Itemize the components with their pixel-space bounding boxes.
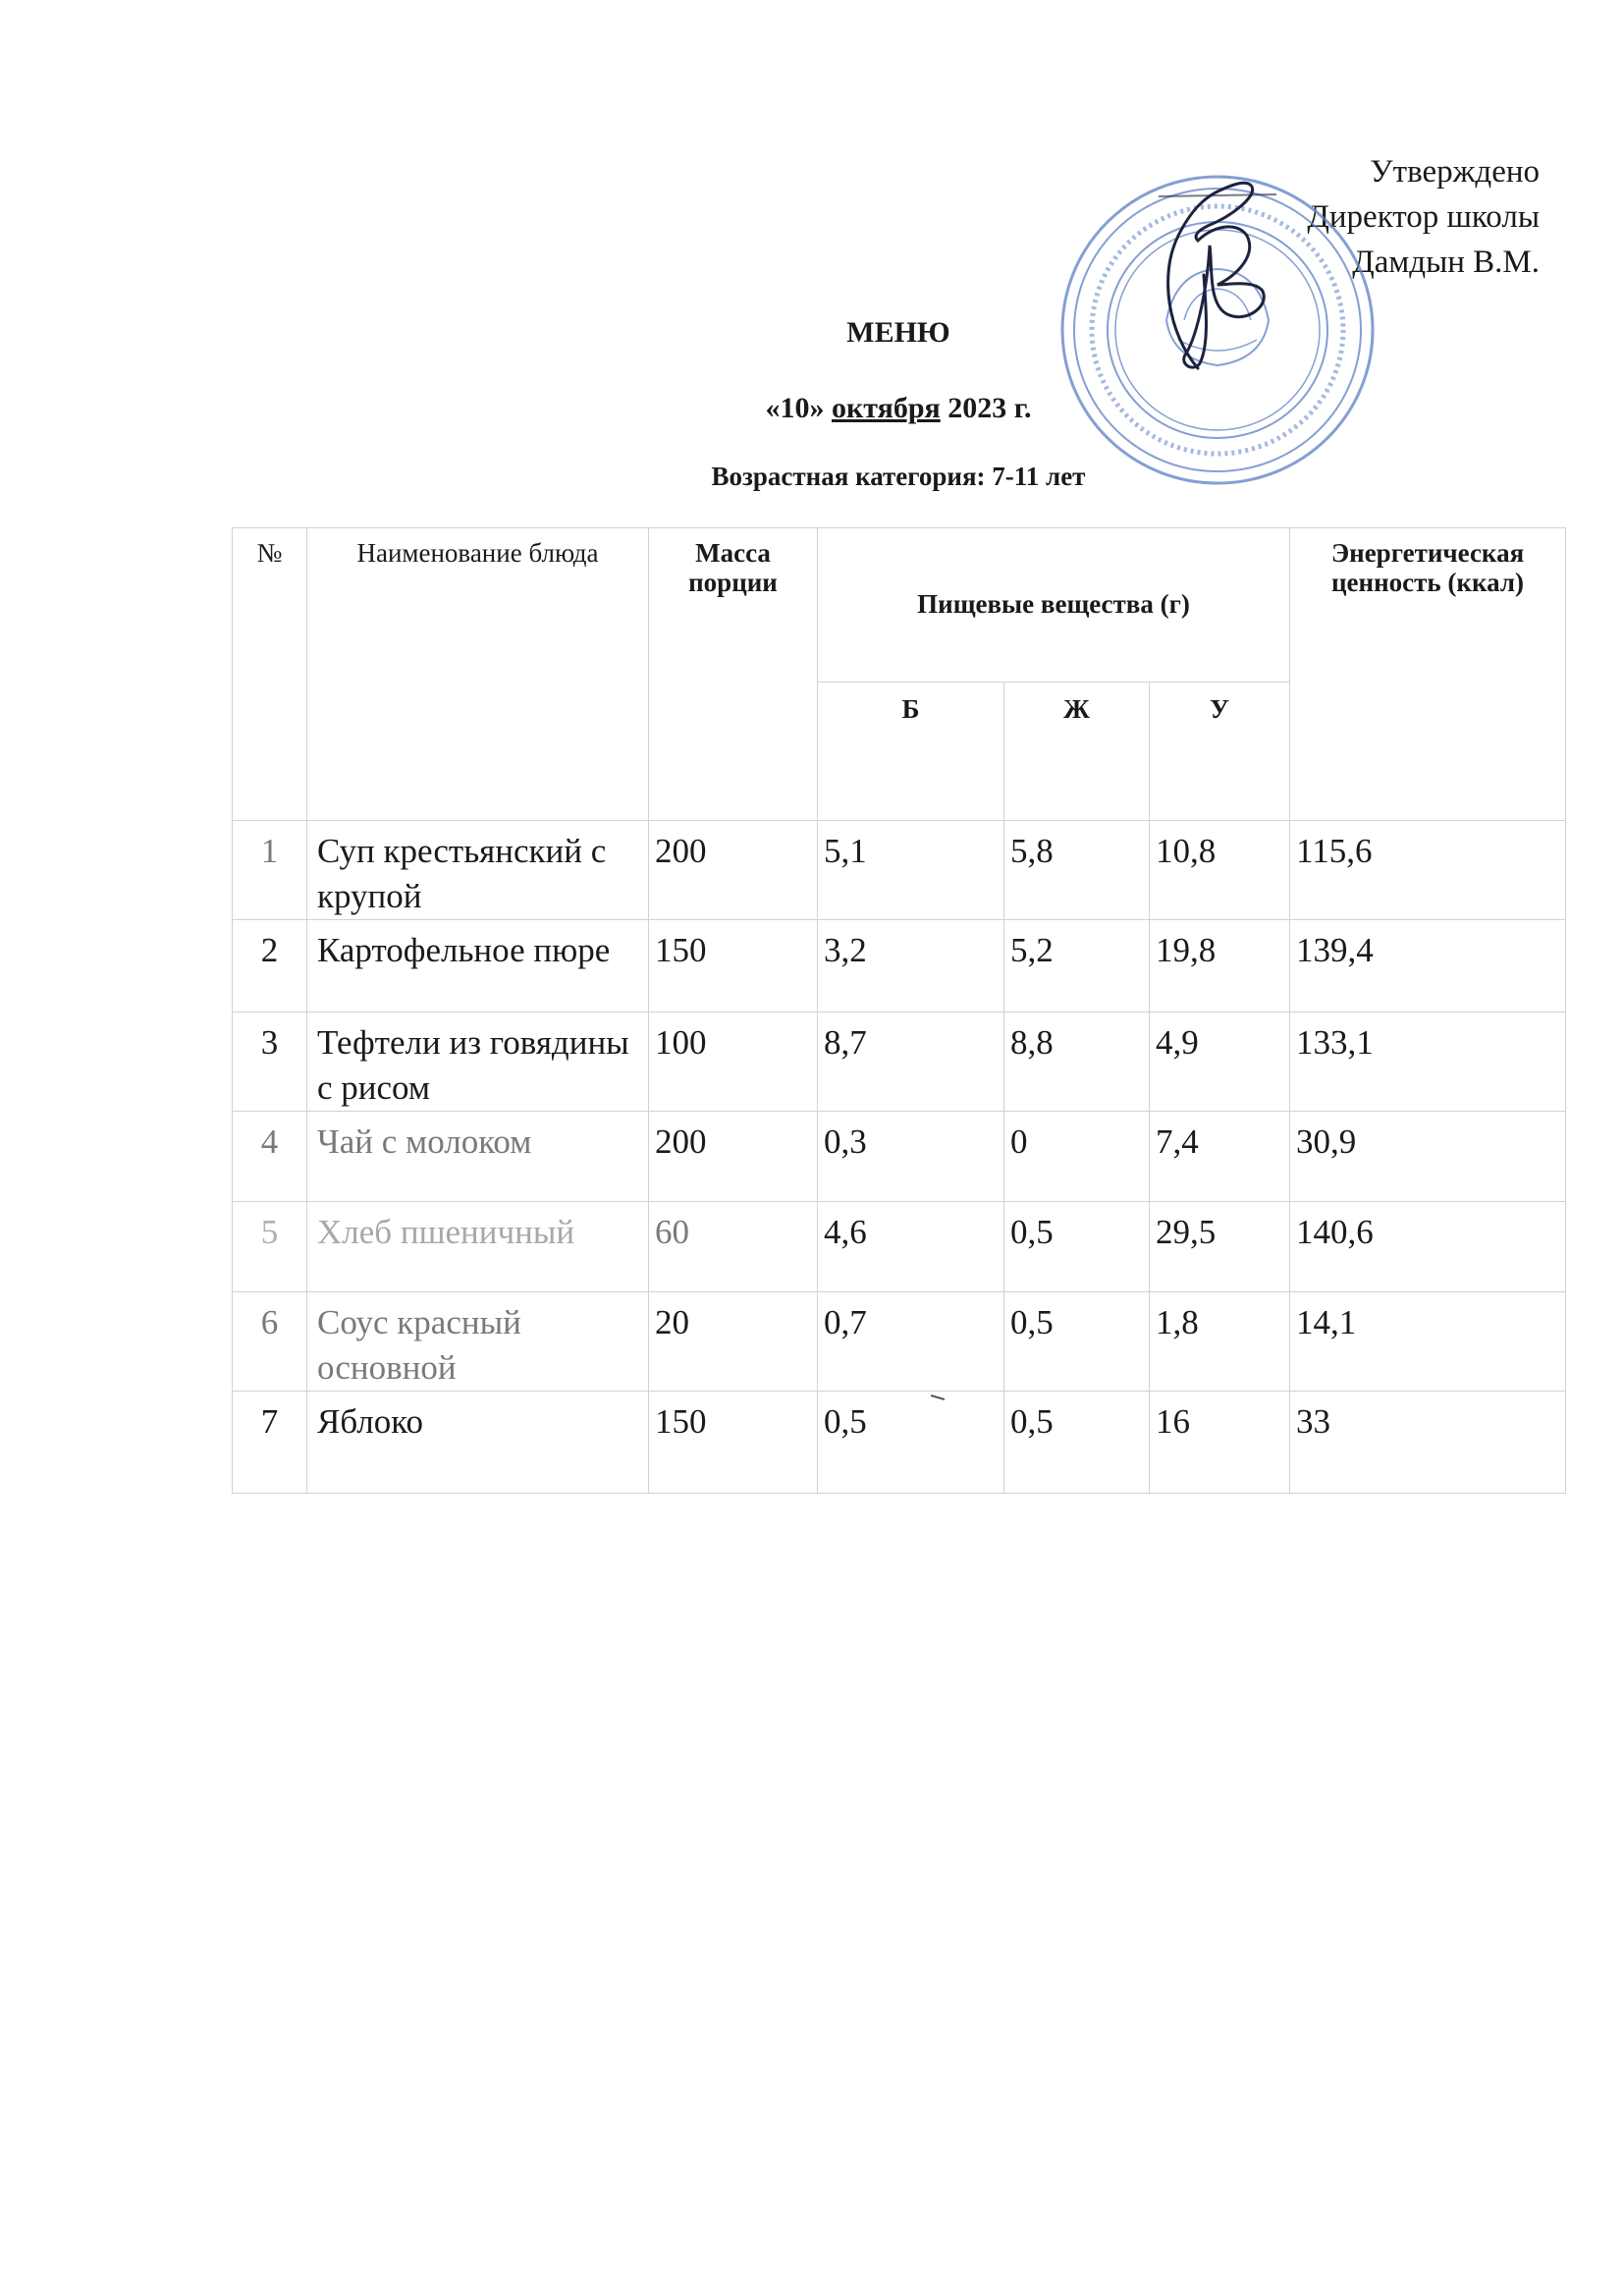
row-dish-name: Суп крестьянский с крупой [307,821,649,920]
row-fat: 0,5 [1004,1202,1150,1292]
scan-speck-mark [931,1394,945,1400]
menu-date-year: 2023 г. [947,392,1032,424]
row-energy: 140,6 [1290,1202,1566,1292]
row-fat: 5,2 [1004,920,1150,1012]
header-protein: Б [818,683,1004,821]
header-portion-mass: Масса порции [649,528,818,821]
row-no: 2 [233,920,307,1012]
director-signature [1139,167,1286,383]
row-protein: 5,1 [818,821,1004,920]
table-header-row [233,528,1566,683]
row-carbs: 19,8 [1150,920,1290,1012]
row-protein: 0,5 [818,1392,1004,1494]
row-mass: 60 [649,1202,818,1292]
row-no: 4 [233,1112,307,1202]
table-row [233,1292,1566,1392]
row-mass: 150 [649,920,818,1012]
row-carbs: 10,8 [1150,821,1290,920]
row-energy: 14,1 [1290,1292,1566,1392]
row-carbs: 1,8 [1150,1292,1290,1392]
row-carbs: 16 [1150,1392,1290,1494]
header-nutrients: Пищевые вещества (г) [818,528,1290,683]
header-dish-name: Наименование блюда [307,528,649,821]
row-energy: 33 [1290,1392,1566,1494]
row-no: 3 [233,1012,307,1112]
row-fat: 0 [1004,1112,1150,1202]
header-no: № [233,528,307,821]
menu-date [0,392,1624,425]
row-energy: 30,9 [1290,1112,1566,1202]
table-row [233,1202,1566,1292]
row-protein: 4,6 [818,1202,1004,1292]
row-mass: 200 [649,1112,818,1202]
row-dish-name: Соус красный основной [307,1292,649,1392]
table-row [233,1392,1566,1494]
approval-line-approved: Утверждено [1370,154,1540,190]
approval-line-director-name: Дамдын В.М. [1352,245,1540,280]
row-fat: 0,5 [1004,1392,1150,1494]
row-dish-name: Тефтели из говядины с рисом [307,1012,649,1112]
row-no: 5 [233,1202,307,1292]
approval-line-position: Директор школы [1307,199,1540,235]
table-row [233,821,1566,920]
table-row [233,1012,1566,1112]
row-no: 1 [233,821,307,920]
table-row [233,920,1566,1012]
header-carbs: У [1150,683,1290,821]
row-carbs: 4,9 [1150,1012,1290,1112]
row-protein: 3,2 [818,920,1004,1012]
row-mass: 200 [649,821,818,920]
row-energy: 133,1 [1290,1012,1566,1112]
row-protein: 0,3 [818,1112,1004,1202]
row-energy: 115,6 [1290,821,1566,920]
row-no: 6 [233,1292,307,1392]
header-energy: Энергетическая ценность (ккал) [1290,528,1566,821]
row-mass: 150 [649,1392,818,1494]
row-carbs: 7,4 [1150,1112,1290,1202]
menu-table [232,527,1566,1494]
row-dish-name: Чай с молоком [307,1112,649,1202]
row-fat: 5,8 [1004,821,1150,920]
menu-title: МЕНЮ [846,316,950,349]
row-fat: 8,8 [1004,1012,1150,1112]
row-carbs: 29,5 [1150,1202,1290,1292]
row-dish-name: Картофельное пюре [307,920,649,1012]
header-fat: Ж [1004,683,1150,821]
row-mass: 100 [649,1012,818,1112]
row-energy: 139,4 [1290,920,1566,1012]
menu-date-month: октября [831,392,941,424]
row-protein: 0,7 [818,1292,1004,1392]
row-dish-name: Яблоко [307,1392,649,1494]
menu-date-day: «10» [765,392,825,424]
row-dish-name: Хлеб пшеничный [307,1202,649,1292]
row-no: 7 [233,1392,307,1494]
row-protein: 8,7 [818,1012,1004,1112]
row-fat: 0,5 [1004,1292,1150,1392]
table-row [233,1112,1566,1202]
row-mass: 20 [649,1292,818,1392]
age-category: Возрастная категория: 7-11 лет [711,462,1086,491]
